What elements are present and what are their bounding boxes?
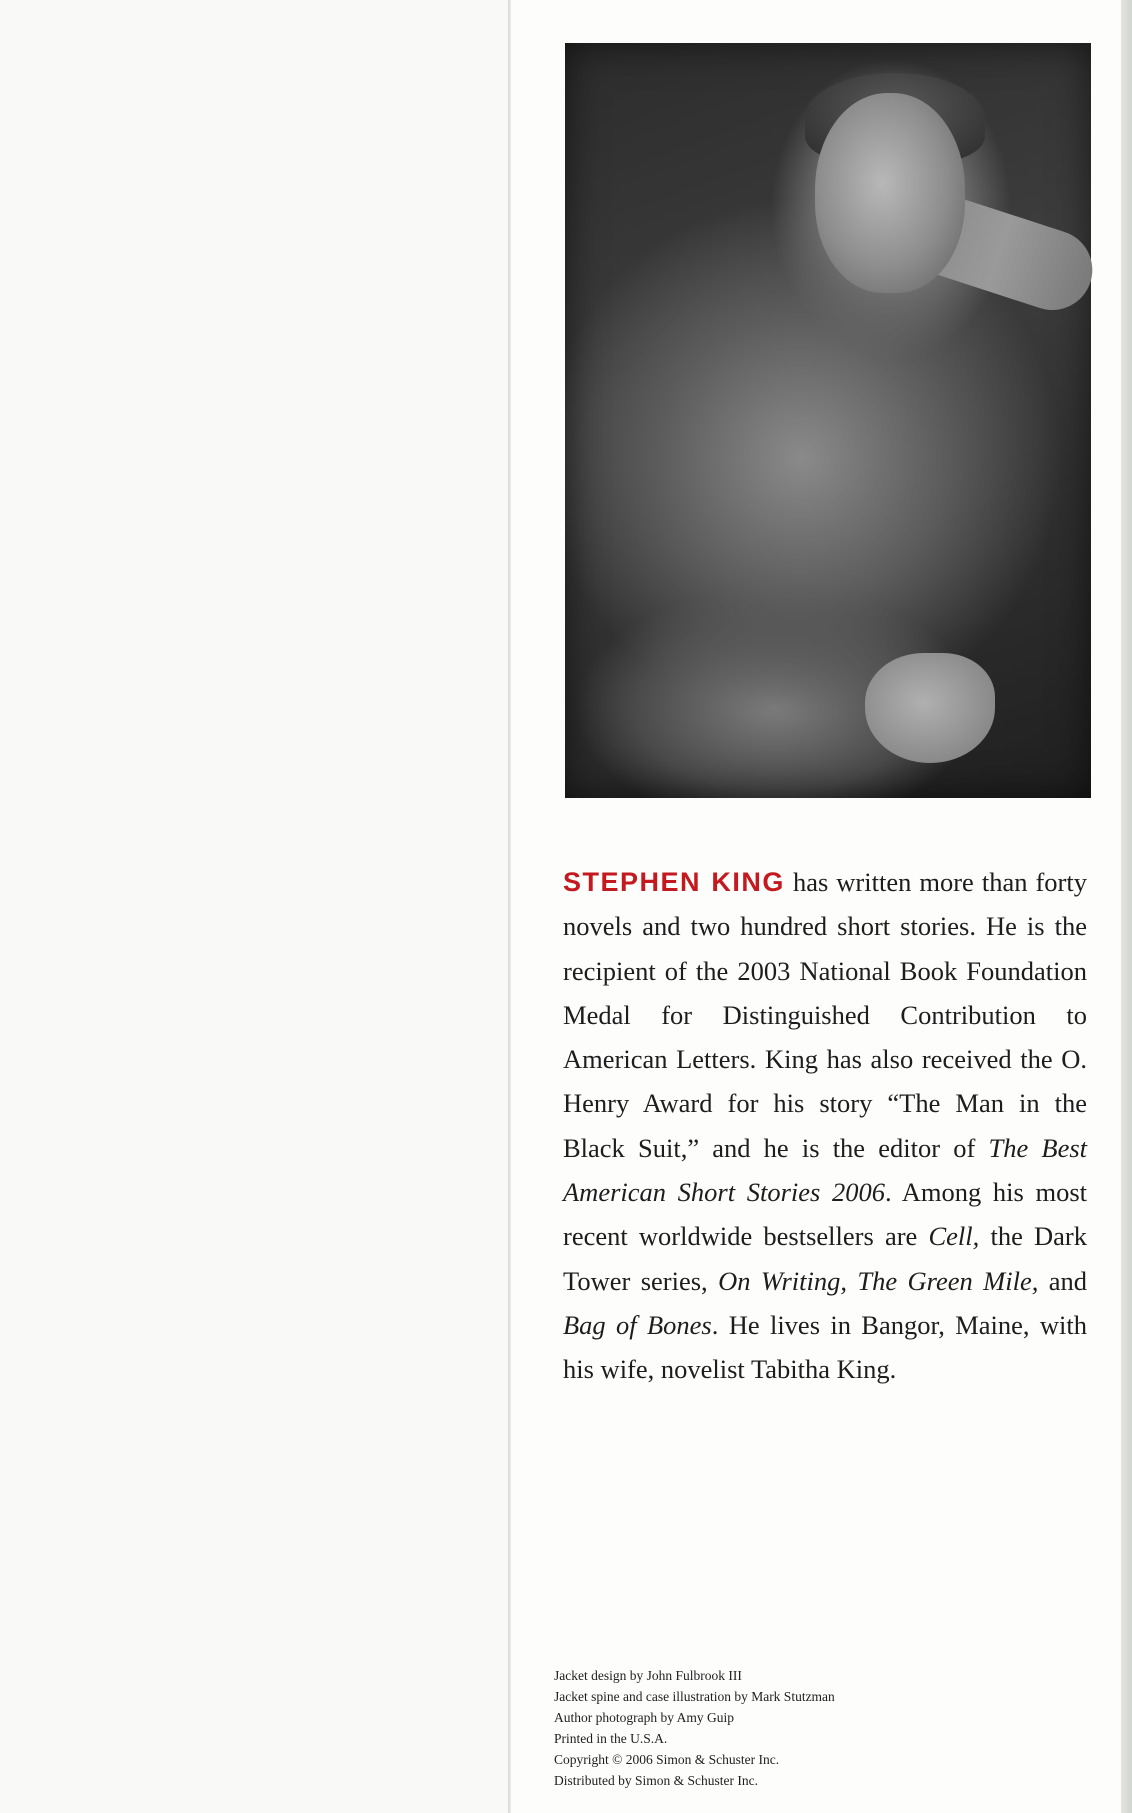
credit-spine-illustration: Jacket spine and case illustration by Mark Stutzman [554, 1689, 835, 1704]
bio-text [563, 867, 1087, 1384]
bio-segment: the Dark Tower series, [563, 1221, 1087, 1296]
bio-segment: . He lives in Bangor, Maine, with his wife, novelist Tabitha King. [563, 1309, 1088, 1385]
bio-segment: has written more than forty novels and two hundred short stories. He is the recipient of the 2003 National Book Foundation Medal for Distinguished Contribution to American Letters. King has also received the O. Henry Award for his story “The Man in the Black Suit,” and he is the editor of [563, 867, 1087, 1163]
bio-segment: and [1038, 1265, 1087, 1296]
credit-printed: Printed in the U.S.A. [554, 1731, 668, 1746]
credit-jacket-design: Jacket design by John Fulbrook III [554, 1668, 742, 1683]
author-photograph [565, 43, 1091, 798]
photo-head-shape [815, 93, 965, 293]
bio-segment-italic: Bag of Bones [563, 1309, 712, 1340]
photo-hand-shape [865, 653, 995, 763]
author-bio [563, 860, 1087, 1392]
jacket-credits [554, 1665, 835, 1791]
author-name: STEPHEN KING [563, 867, 785, 897]
credit-distributor: Distributed by Simon & Schuster Inc. [554, 1773, 758, 1788]
credit-author-photo: Author photograph by Amy Guip [554, 1710, 734, 1725]
bio-segment-italic: The Best American Short Stories 2006 [563, 1132, 1088, 1208]
credit-copyright: Copyright © 2006 Simon & Schuster Inc. [554, 1752, 780, 1767]
bio-segment-italic: On Writing, The Green Mile, [718, 1265, 1039, 1296]
jacket-edge-strip [1121, 0, 1132, 1813]
back-endpaper [0, 0, 510, 1813]
bio-segment-italic: Cell, [928, 1221, 980, 1252]
bio-segment: . Among his most recent worldwide bestsellers are [563, 1177, 1087, 1252]
